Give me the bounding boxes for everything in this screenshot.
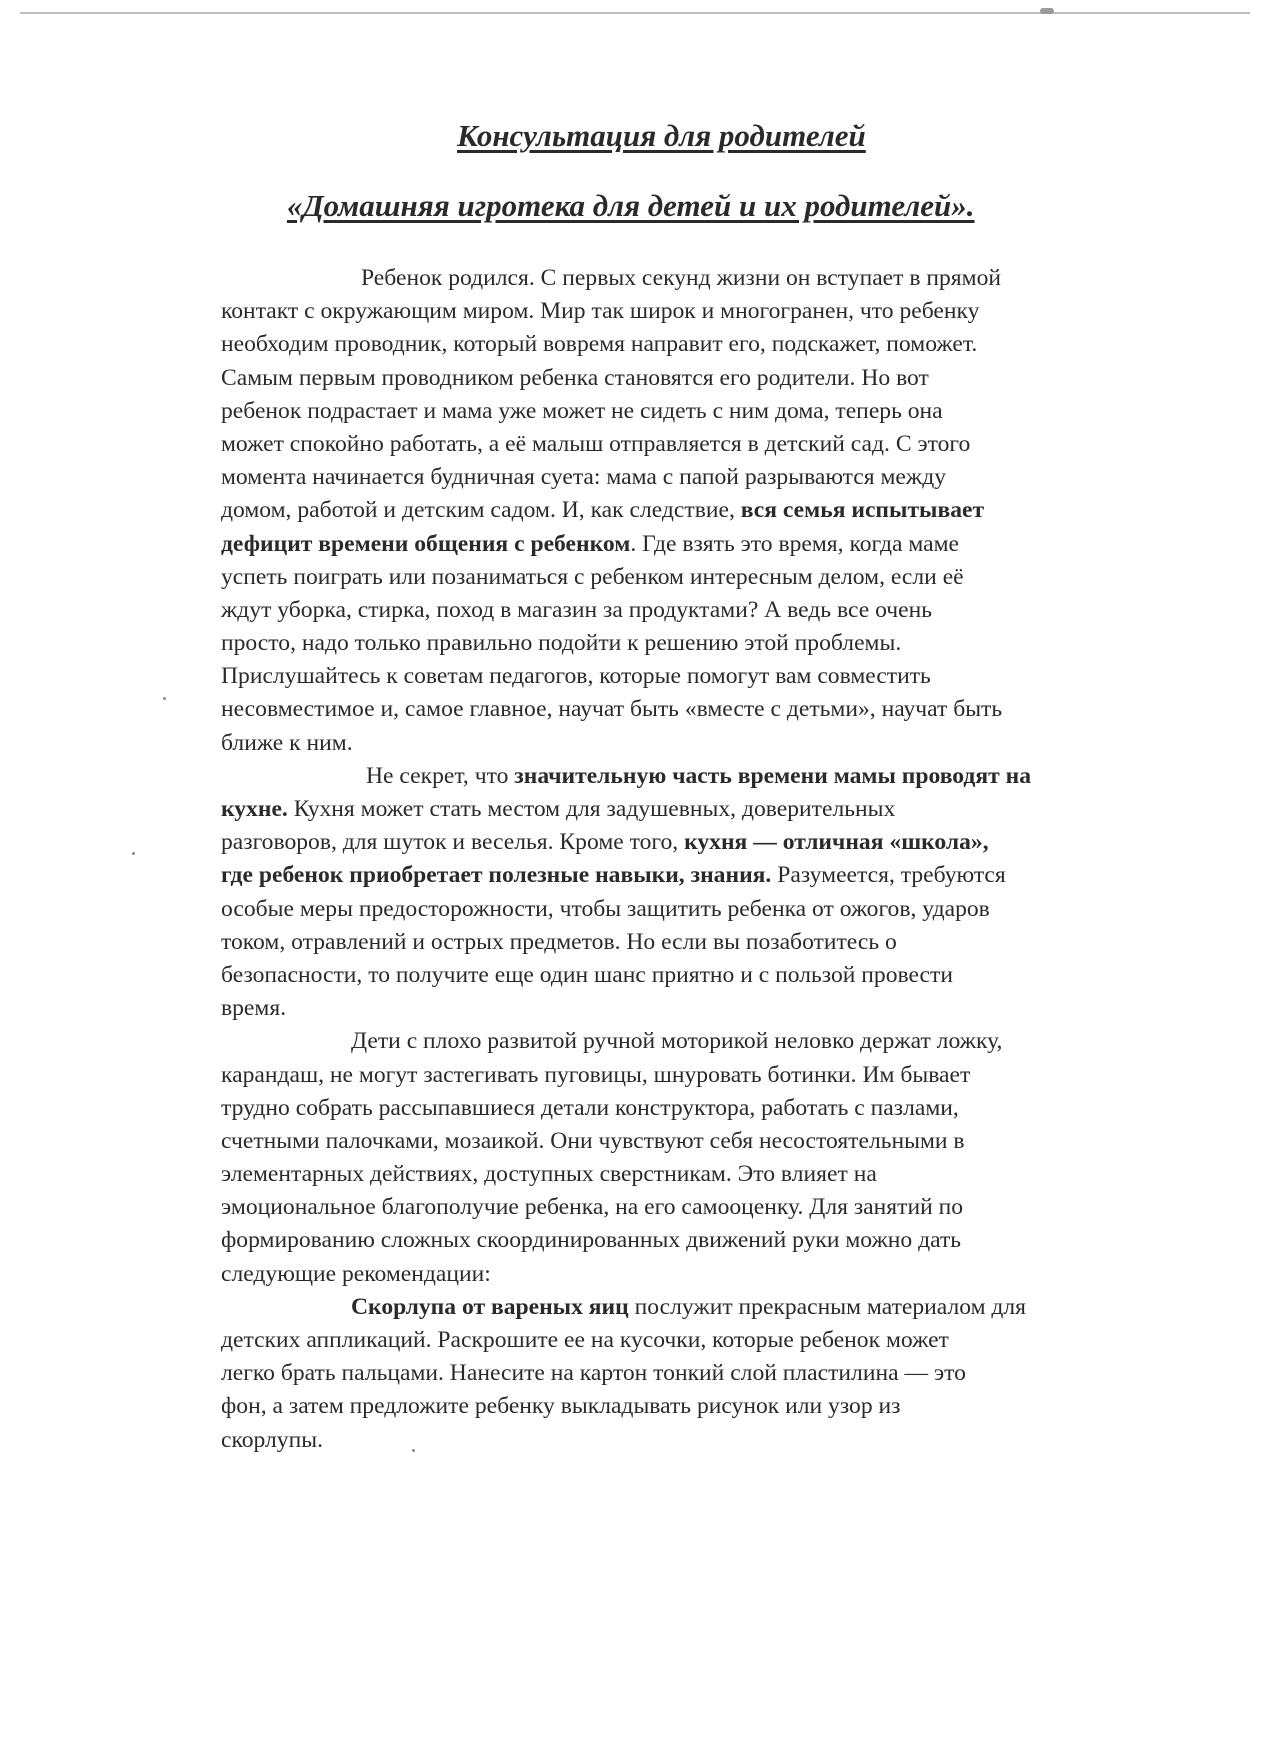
text-run: Кухня может стать местом для задушевных, доверительных (287, 796, 896, 822)
document-body (221, 262, 1221, 1457)
text-run: формированию сложных скоординированных движений руки можно дать (221, 1227, 962, 1254)
scan-mark (1040, 8, 1054, 14)
text-line (221, 893, 1221, 926)
text-run: разговоров, для шуток и веселья. Кроме того, (221, 829, 685, 856)
text-run: током, отравлений и острых предметов. Но если вы позаботитесь о (221, 928, 897, 955)
text-line (221, 1424, 1221, 1457)
text-line (221, 1191, 1221, 1224)
text-run: Разумеется, требуются (771, 862, 1006, 889)
text-line (221, 959, 1221, 992)
text-line (221, 295, 1221, 328)
text-line (221, 362, 1221, 395)
text-run: легко брать пальцами. Нанесите на картон тонкий слой пластилина — это (221, 1360, 966, 1387)
text-run: может спокойно работать, а её малыш отправляется в детский сад. С этого (221, 430, 971, 457)
text-line (221, 793, 1221, 826)
text-run: фон, а затем предложите ребенку выкладывать рисунок или узор из (221, 1393, 901, 1420)
text-run: ребенок подрастает и мама уже может не сидеть с ним дома, теперь она (221, 397, 943, 424)
text-run: домом, работой и детским садом. И, как следствие, (221, 497, 741, 524)
text-run: послужит прекрасным материалом для (628, 1293, 1027, 1320)
text-line (221, 760, 1221, 793)
text-line (221, 1025, 1221, 1058)
scan-top-edge (20, 12, 1250, 14)
text-line (221, 262, 1221, 295)
bold-text: кухня — отличная «школа», (684, 829, 989, 856)
text-line (221, 992, 1221, 1025)
text-run: элементарных действиях, доступных сверстникам. Это влияет на (221, 1161, 877, 1188)
document-title: Консультация для родителей (457, 118, 866, 153)
text-line (221, 859, 1221, 892)
scan-speck (132, 852, 135, 855)
text-run: счетными палочками, мозаикой. Они чувствуют себя несостоятельными в (221, 1127, 965, 1154)
text-line (221, 1324, 1221, 1357)
text-run: безопасности, то получите еще один шанс приятно и с пользой провести (221, 961, 953, 988)
text-run: карандаш, не могут застегивать пуговицы, шнуровать ботинки. Им бывает (221, 1061, 971, 1088)
text-run: ждут уборка, стирка, поход в магазин за продуктами? А ведь все очень (221, 596, 932, 623)
text-line (221, 727, 1221, 760)
paragraph (221, 1025, 1221, 1291)
text-run: момента начинается будничная суета: мама с папой разрываются между (221, 464, 947, 491)
text-line (221, 1357, 1221, 1390)
bold-text: где ребенок приобретает полезные навыки, знания. (221, 862, 772, 889)
bold-text: дефицит времени общения с ребенком (221, 530, 631, 557)
text-line (221, 1059, 1221, 1092)
text-line (221, 428, 1221, 461)
text-run: Не секрет, что (366, 762, 515, 789)
text-line (221, 1158, 1221, 1191)
text-line (221, 693, 1221, 726)
text-run: Дети с плохо развитой ручной моторикой неловко держат ложку, (351, 1028, 1003, 1055)
text-line (221, 926, 1221, 959)
text-run: эмоциональное благополучие ребенка, на его самооценку. Для занятий по (221, 1194, 964, 1221)
text-run: успеть поиграть или позаниматься с ребенком интересным делом, если её (221, 563, 964, 590)
text-run: Самым первым проводником ребенка становятся его родители. Но вот (221, 364, 929, 391)
text-line (221, 328, 1221, 361)
text-run: . Где взять это время, когда маме (630, 530, 960, 557)
text-run: трудно собрать рассыпавшиеся детали конструктора, работать с пазлами, (221, 1094, 959, 1121)
text-run: ближе к ним. (221, 729, 353, 756)
text-run: просто, надо только правильно подойти к решению этой проблемы. (221, 630, 902, 657)
text-line (221, 627, 1221, 660)
paragraph (221, 1291, 1221, 1457)
text-line (221, 1092, 1221, 1125)
text-line (221, 1224, 1221, 1257)
document-subtitle: «Домашняя игротека для детей и их родителей». (287, 188, 975, 223)
text-line (221, 461, 1221, 494)
text-line (221, 561, 1221, 594)
bold-text: Скорлупа от вареных яиц (351, 1293, 629, 1320)
paragraph (221, 262, 1221, 760)
text-line (221, 1258, 1221, 1291)
scan-speck (163, 697, 166, 700)
text-line (221, 395, 1221, 428)
text-run: скорлупы. (221, 1426, 323, 1453)
text-run: необходим проводник, который вовремя направит его, подскажет, поможет. (221, 331, 978, 358)
text-line (221, 1390, 1221, 1423)
paragraph (221, 760, 1221, 1026)
text-line (221, 528, 1221, 561)
text-run: особые меры предосторожности, чтобы защитить ребенка от ожогов, ударов (221, 895, 990, 922)
text-line (221, 1125, 1221, 1158)
text-run: следующие рекомендации: (221, 1260, 491, 1287)
text-run: несовместимое и, самое главное, научат быть «вместе с детьми», научат быть (221, 696, 1003, 723)
bold-text: вся семья испытывает (740, 497, 985, 524)
bold-text: значительную часть времени мамы проводят на (514, 762, 1032, 789)
text-run: контакт с окружающим миром. Мир так широк и многогранен, что ребенку (221, 298, 980, 325)
text-line (221, 660, 1221, 693)
bold-text: кухне. (221, 796, 288, 822)
text-line (221, 1291, 1221, 1324)
text-line (221, 826, 1221, 859)
text-line (221, 594, 1221, 627)
text-run: Ребенок родился. С первых секунд жизни он вступает в прямой (361, 265, 1002, 291)
text-run: детских аппликаций. Раскрошите ее на кусочки, которые ребенок может (221, 1327, 949, 1353)
text-run: Прислушайтесь к советам педагогов, которые помогут вам совместить (221, 663, 931, 690)
text-run: время. (221, 995, 287, 1022)
text-line (221, 494, 1221, 527)
